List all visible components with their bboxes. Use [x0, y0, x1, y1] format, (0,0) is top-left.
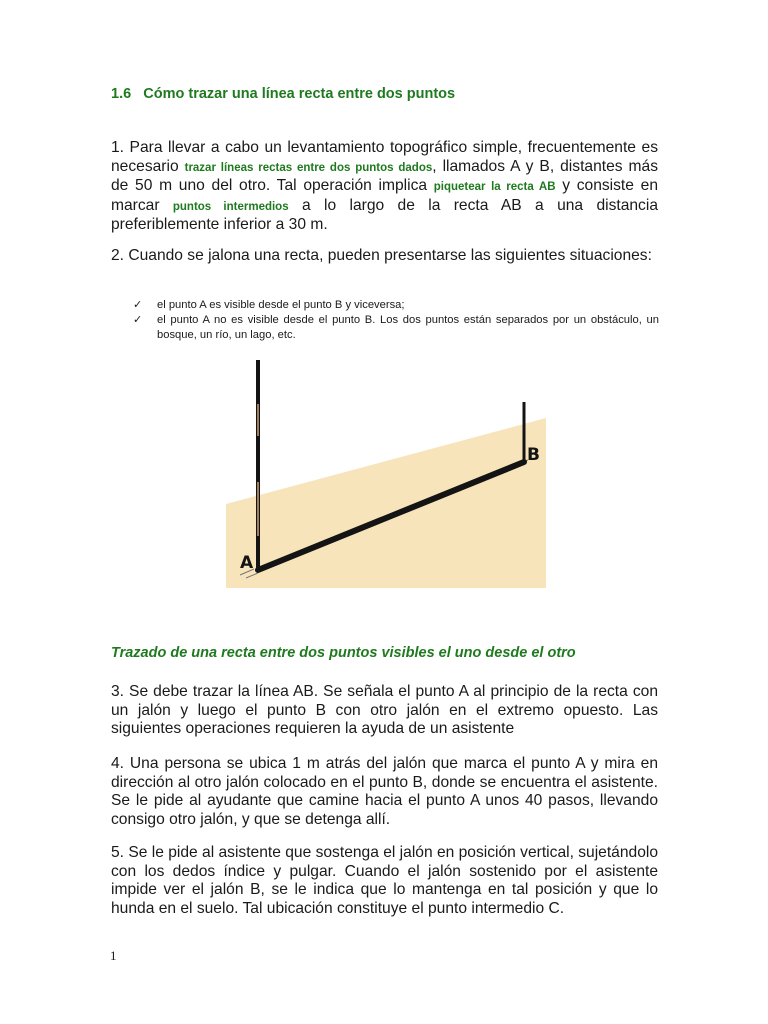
list-item-text: el punto A es visible desde el punto B y viceversa; — [157, 299, 405, 311]
paragraph-4: 4. Una persona se ubica 1 m atrás del jalón que marca el punto A y mira en dirección al otro jalón colocado en el punto B, donde se encuentra el asistente. Se le pide al ayudante que camine hacia el punto A unos 40 pasos, llevando consigo otro jalón, y que se detenga allí. — [111, 755, 658, 828]
section-title: Cómo trazar una línea recta entre dos puntos — [143, 86, 456, 102]
paragraph-1 — [111, 139, 658, 235]
highlight-trazar-lineas: trazar líneas rectas entre dos puntos dados — [184, 161, 433, 174]
subsection-title: Trazado de una recta entre dos puntos visibles el uno desde el otro — [111, 645, 576, 661]
list-item — [133, 313, 659, 343]
situations-list — [133, 298, 659, 343]
paragraph-1-text-3: y consiste en marcar — [111, 177, 658, 214]
paragraph-2: 2. Cuando se jalona una recta, pueden presentarse las siguientes situaciones: — [111, 247, 652, 264]
list-item — [133, 298, 659, 313]
line-ab-illustration — [226, 356, 546, 588]
section-number: 1.6 — [111, 86, 132, 102]
page-number: 1 — [110, 948, 117, 963]
paragraph-1-text-2: , llamados A y B, distantes más de 50 m uno del otro. Tal operación implica — [111, 157, 658, 194]
point-b-label: B — [527, 445, 540, 465]
checkmark-icon: ✓ — [133, 299, 143, 311]
highlight-piquetear: piquetear la recta AB — [433, 181, 556, 193]
highlight-puntos-intermedios: puntos intermedios — [172, 200, 289, 213]
section-heading — [111, 86, 455, 102]
paragraph-5: 5. Se le pide al asistente que sostenga el jalón en posición vertical, sujetándolo con los dedos índice y pulgar. Cuando el jalón sostenido por el asistente impide ver el jalón B, se le indica que lo mantenga en tal posición y que lo hunda en el suelo. Tal ubicación constituye el punto intermedio C. — [111, 844, 659, 917]
paragraph-1-text-1: 1. Para llevar a cabo un levantamiento topográfico simple, frecuentemente es necesario — [111, 139, 658, 175]
point-a-label: A — [240, 553, 254, 573]
checkmark-icon: ✓ — [133, 314, 143, 326]
paragraph-1-text-4: a lo largo de la recta AB a una distancia preferiblemente inferior a 30 m. — [111, 196, 658, 233]
paragraph-3: 3. Se debe trazar la línea AB. Se señala el punto A al principio de la recta con un jalón y luego el punto B con otro jalón en el extremo opuesto. Las siguientes operaciones requieren la ayuda de un asistente — [111, 683, 658, 737]
list-item-text: el punto A no es visible desde el punto B. Los dos puntos están separados por un obstáculo, un bosque, un río, un lago, etc. — [157, 314, 659, 341]
